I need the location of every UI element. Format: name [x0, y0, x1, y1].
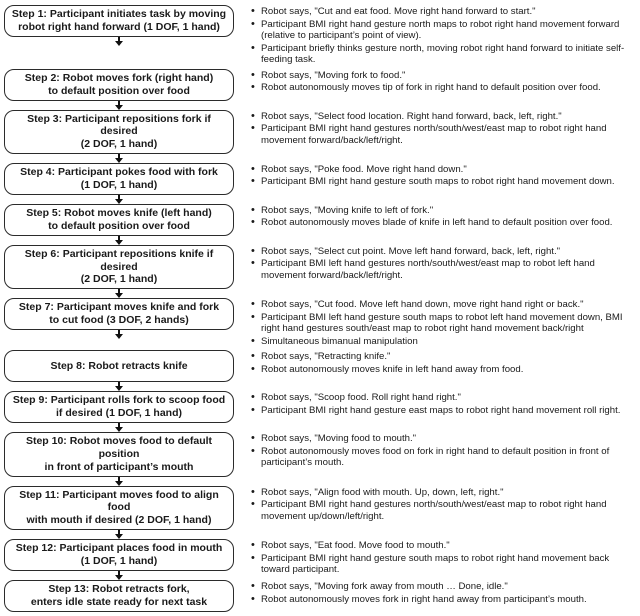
bullet-item: • Robot says, "Select cut point. Move left hand forward, back, left, right." [250, 246, 634, 258]
step-2-box [4, 69, 234, 101]
step-12-bullets [236, 539, 638, 580]
step-13-bullets [236, 580, 638, 612]
step-box-line: in front of participant’s mouth [44, 460, 194, 473]
bullet-item: • Robot says, "Eat food. Move food to mouth." [250, 540, 634, 552]
bullet-item: • Robot says, "Scoop food. Roll right hand right." [250, 392, 634, 404]
step-1-bullets [236, 5, 638, 69]
bullet-item: • Participant BMI right hand gesture south maps to robot right hand movement down. [250, 176, 634, 188]
down-arrow-icon [115, 330, 123, 339]
step-box-line: to cut food (3 DOF, 2 hands) [49, 314, 189, 327]
bullet-item: • Robot says, "Moving food to mouth." [250, 433, 634, 445]
step-row-10 [2, 432, 638, 485]
step-box-line: Step 6: Participant repositions knife if desired [24, 247, 214, 273]
bullet-item: • Robot says, "Align food with mouth. Up, down, left, right." [250, 487, 634, 499]
down-arrow-icon [115, 37, 123, 46]
step-6-bullets [236, 245, 638, 298]
step-box-line: Step 1: Participant initiates task by moving [11, 8, 227, 21]
down-arrow-icon [115, 154, 123, 163]
down-arrow-icon [115, 571, 123, 580]
step-box-line: Step 13: Robot retracts fork, [48, 583, 190, 596]
step-box-line: if desired (1 DOF, 1 hand) [55, 407, 183, 420]
step-row-5 [2, 204, 638, 245]
down-arrow-icon [115, 477, 123, 486]
step-row-7 [2, 298, 638, 350]
step-12-box [4, 539, 234, 571]
step-8-box [4, 350, 234, 382]
step-row-11 [2, 486, 638, 539]
down-arrow-icon [115, 195, 123, 204]
step-box-line: robot right hand forward (1 DOF, 1 hand) [18, 21, 220, 33]
step-10-box [4, 432, 234, 476]
step-7-bullets [236, 298, 638, 350]
bullet-item: • Robot says, "Moving fork to food." [250, 70, 634, 82]
bullet-item: • Participant BMI right hand gestures north/south/west/east map to robot right hand movement forward/back/left/right. [250, 123, 634, 146]
step-7-box [4, 298, 234, 330]
bullet-item: • Participant briefly thinks gesture north, moving robot right hand forward to initiate self-feeding task. [250, 43, 634, 66]
step-8-bullets [236, 350, 638, 391]
step-3-bullets [236, 110, 638, 163]
step-box-line: Step 11: Participant moves food to align food [19, 488, 219, 514]
step-box-line: (1 DOF, 1 hand) [80, 178, 158, 191]
step-row-1 [2, 5, 638, 69]
step-5-box [4, 204, 234, 236]
bullet-item: • Robot says, "Cut and eat food. Move right hand forward to start." [250, 6, 634, 18]
bullet-item: • Robot says, "Moving knife to left of fork." [250, 205, 634, 217]
bullet-item: • Robot autonomously moves tip of fork in right hand to default position over food. [250, 82, 634, 94]
step-row-2 [2, 69, 638, 110]
bullet-item: • Participant BMI right hand gestures north/south/west/east map to robot right hand movement up/down/left/right. [250, 499, 634, 522]
down-arrow-icon [115, 530, 123, 539]
down-arrow-icon [115, 236, 123, 245]
bullet-item: • Robot autonomously moves knife in left hand away from food. [250, 364, 634, 376]
step-row-13 [2, 580, 638, 612]
step-3-box [4, 110, 234, 154]
step-box-line: Step 2: Robot moves fork (right hand) [24, 71, 214, 84]
bullet-item: • Simultaneous bimanual manipulation [250, 336, 634, 348]
step-box-line: Step 9: Participant rolls fork to scoop food [12, 394, 226, 407]
step-box-line: (1 DOF, 1 hand) [80, 555, 158, 568]
step-box-line: with mouth if desired (2 DOF, 1 hand) [26, 514, 212, 527]
bullet-item: • Robot says, "Cut food. Move left hand down, move right hand right or back." [250, 299, 634, 311]
bullet-item: • Robot says, "Retracting knife." [250, 351, 634, 363]
step-box-line: enters idle state ready for next task [30, 596, 208, 609]
step-box-line: Step 3: Participant repositions fork if desired [27, 112, 211, 138]
step-4-bullets [236, 163, 638, 204]
bullet-item: • Robot says, "Poke food. Move right hand down." [250, 164, 634, 176]
down-arrow-icon [115, 382, 123, 391]
bullet-item: • Robot autonomously moves fork in right hand away from participant’s mouth. [250, 594, 634, 606]
step-box-line: to default position over food [48, 219, 190, 232]
step-11-bullets [236, 486, 638, 539]
bullet-item: • Participant BMI left hand gestures north/south/west/east map to robot left hand movement forward/back/left/right. [250, 258, 634, 281]
bullet-item: • Participant BMI right hand gesture south maps to robot right hand movement back toward participant. [250, 553, 634, 576]
step-13-box [4, 580, 234, 612]
step-box-line: Step 4: Participant pokes food with fork [20, 166, 218, 179]
step-row-8 [2, 350, 638, 391]
step-9-box [4, 391, 234, 423]
bullet-item: • Robot autonomously moves food on fork in right hand to default position in front of participant’s mouth. [250, 446, 634, 469]
step-box-line: Step 7: Participant moves knife and fork [18, 301, 220, 314]
down-arrow-icon [115, 289, 123, 298]
step-row-12 [2, 539, 638, 580]
down-arrow-icon [115, 101, 123, 110]
step-row-6 [2, 245, 638, 298]
step-box-line: Step 5: Robot moves knife (left hand) [26, 207, 212, 220]
step-row-3 [2, 110, 638, 163]
step-6-box [4, 245, 234, 289]
bullet-item: • Participant BMI right hand gesture north maps to robot right hand movement forward (relative to participant’s point of view). [250, 19, 634, 42]
step-11-box [4, 486, 234, 530]
step-4-box [4, 163, 234, 195]
step-9-bullets [236, 391, 638, 432]
bullet-item: • Participant BMI left hand gesture south maps to robot left hand movement down, BMI right hand gestures south/east map to robot right hand movement back/right [250, 312, 634, 335]
step-box-line: Step 12: Participant places food in mouth [15, 542, 223, 555]
bullet-item: • Participant BMI right hand gesture east maps to robot right hand movement roll right. [250, 405, 634, 417]
step-row-9 [2, 391, 638, 432]
step-box-line: (2 DOF, 1 hand) [80, 273, 158, 286]
step-box-line: (2 DOF, 1 hand) [80, 138, 158, 151]
step-1-box [4, 5, 234, 37]
step-box-line: Step 8: Robot retracts knife [50, 359, 188, 372]
step-5-bullets [236, 204, 638, 245]
step-10-bullets [236, 432, 638, 485]
bullet-item: • Robot says, "Moving fork away from mouth … Done, idle." [250, 581, 634, 593]
bullet-item: • Robot says, "Select food location. Right hand forward, back, left, right." [250, 111, 634, 123]
step-2-bullets [236, 69, 638, 110]
step-box-line: Step 10: Robot moves food to default position [25, 435, 213, 461]
bullet-item: • Robot autonomously moves blade of knife in left hand to default position over food. [250, 217, 634, 229]
step-box-line: to default position over food [48, 84, 190, 97]
step-row-4 [2, 163, 638, 204]
down-arrow-icon [115, 423, 123, 432]
